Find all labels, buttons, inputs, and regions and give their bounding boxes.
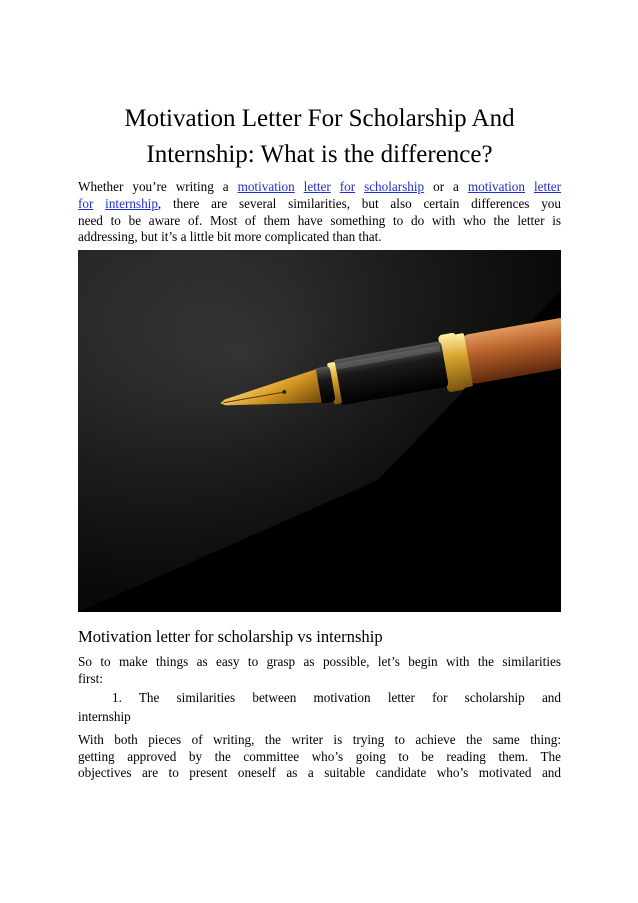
link-letter[interactable]: letter [303, 179, 331, 194]
body-line-1: With both pieces of writing, the writer is trying to achieve the same thing: [78, 731, 561, 747]
link-scholarship[interactable]: scholarship [364, 179, 425, 194]
intro-paragraph [78, 179, 561, 246]
intro-line-4: addressing, but it’s a little bit more complicated than that. [78, 229, 382, 245]
list-item [78, 688, 561, 726]
section-para-line-2: first: [78, 670, 103, 686]
section-heading: Motivation letter for scholarship vs internship [78, 627, 383, 647]
link-motivation[interactable]: motivation [237, 179, 295, 194]
link-motivation-2[interactable]: motivation [467, 179, 525, 194]
body-line-3: objectives are to present oneself as a suitable candidate who’s motivated and [78, 765, 561, 781]
fountain-pen-icon [78, 250, 561, 612]
document-title [78, 0, 561, 173]
list-item-line-1: 1. The similarities between motivation letter for scholarship and [112, 689, 561, 705]
intro-line-2 [78, 196, 561, 213]
document-page [78, 0, 561, 782]
fountain-pen-photo [78, 250, 561, 612]
link-for-2[interactable]: for [78, 195, 94, 211]
link-letter-2[interactable]: letter [533, 179, 562, 194]
intro-text: Whether you’re writing a [78, 179, 229, 194]
intro-text-or: or a [433, 179, 459, 194]
intro-line-1 [78, 179, 561, 196]
intro-text-2: , there are several similarities, but also certain differences you [157, 195, 561, 211]
intro-line-3: need to be aware of. Most of them have something to do with who the letter is [78, 212, 561, 228]
list-item-line-2: internship [78, 708, 131, 724]
title-line-2: Internship: What is the difference? [146, 141, 493, 168]
section-para-line-1: So to make things as easy to grasp as possible, let’s begin with the similarities [78, 654, 561, 670]
section-paragraph [78, 654, 561, 688]
link-for[interactable]: for [339, 179, 356, 194]
link-internship[interactable]: internship [105, 195, 158, 211]
body-paragraph [78, 732, 561, 782]
body-line-2: getting approved by the committee who’s going to be reading them. The [78, 748, 561, 764]
title-line-1: Motivation Letter For Scholarship And [124, 105, 515, 132]
